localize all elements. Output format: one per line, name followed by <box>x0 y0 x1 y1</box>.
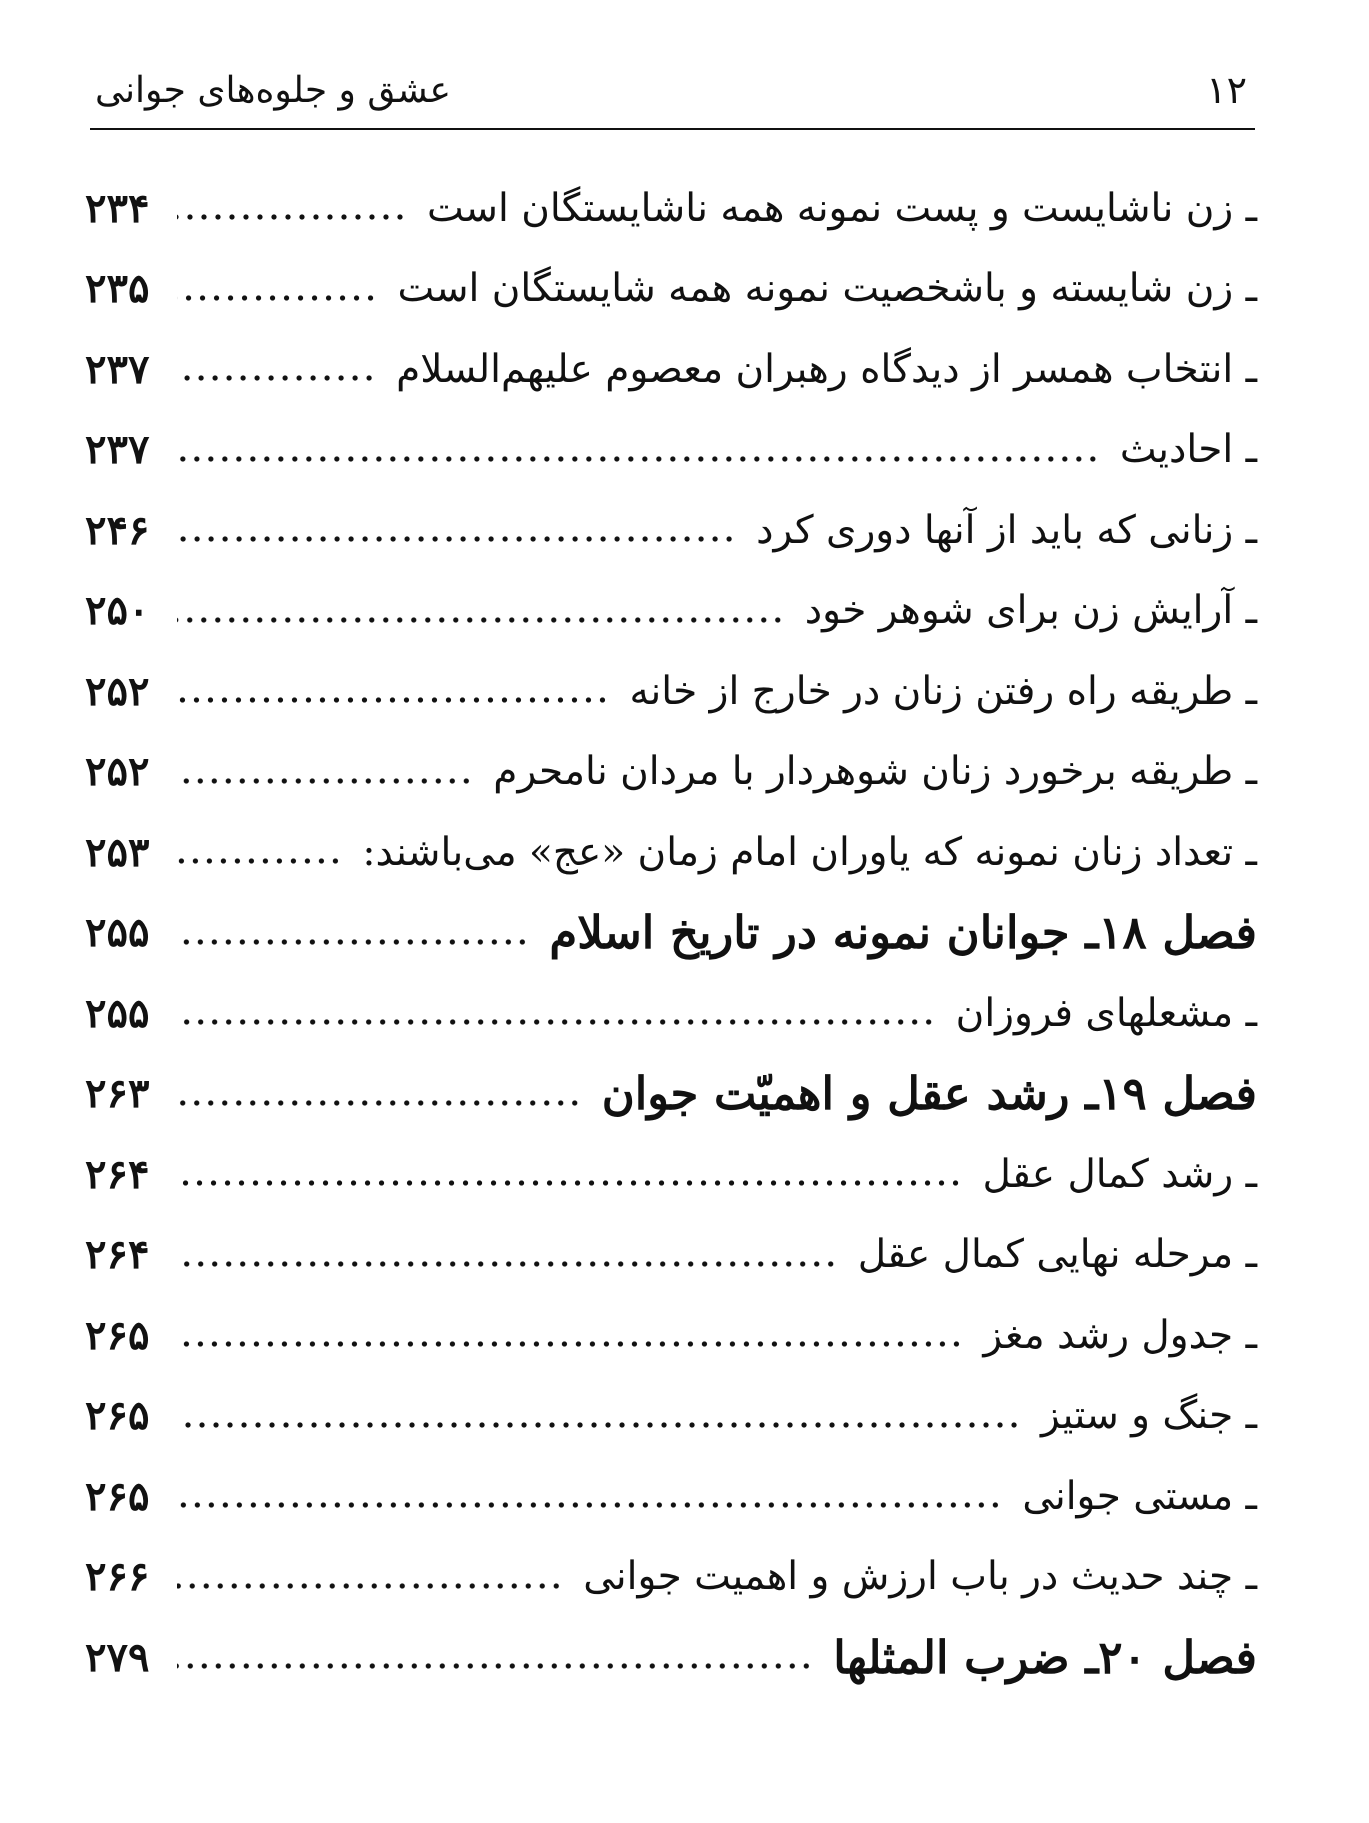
toc-entry-row <box>85 249 1257 330</box>
toc-chapter-row <box>85 893 1257 974</box>
table-of-contents <box>85 168 1257 1698</box>
dot-leader <box>177 697 609 703</box>
toc-entry-row <box>85 651 1257 732</box>
dot-leader <box>177 1261 838 1267</box>
entry-title: ـ تعداد زنان نمونه که یاوران امام زمان «عج» می‌باشند: <box>362 829 1257 875</box>
dot-leader <box>177 375 376 381</box>
dot-leader <box>177 295 378 301</box>
dot-leader <box>177 1180 963 1186</box>
entry-page-number: ۲۵۲ <box>85 748 150 796</box>
entry-page-number: ۲۶۵ <box>85 1392 150 1440</box>
entry-title: ـ آرایش زن برای شوهر خود <box>804 588 1257 634</box>
entry-title: ـ مستی جوانی <box>1022 1473 1257 1519</box>
entry-title: ـ جدول رشد مغز <box>983 1312 1257 1358</box>
toc-entry-row <box>85 329 1257 410</box>
dot-leader <box>177 939 529 945</box>
entry-page-number: ۲۳۷ <box>85 426 150 474</box>
toc-entry-row <box>85 732 1257 813</box>
entry-page-number: ۲۶۴ <box>85 1150 150 1198</box>
toc-entry-row <box>85 1134 1257 1215</box>
entry-title: ـ مشعلهای فروزان <box>955 990 1257 1036</box>
book-title: عشق و جلوه‌های جوانی <box>95 70 451 111</box>
dot-leader <box>177 1663 813 1669</box>
dot-leader <box>177 214 407 220</box>
entry-page-number: ۲۶۴ <box>85 1231 150 1279</box>
entry-title: ـ طریقه راه رفتن زنان در خارج از خانه <box>629 668 1257 714</box>
toc-entry-row <box>85 410 1257 491</box>
chapter-title: فصل ۲۰ـ ضرب المثلها <box>833 1630 1257 1684</box>
toc-entry-row <box>85 168 1257 249</box>
entry-page-number: ۲۳۴ <box>85 184 150 232</box>
toc-entry-row <box>85 1376 1257 1457</box>
entry-page-number: ۲۳۷ <box>85 345 150 393</box>
entry-page-number: ۲۵۵ <box>85 989 150 1037</box>
entry-page-number: ۲۶۶ <box>85 1553 150 1601</box>
toc-chapter-row <box>85 1617 1257 1698</box>
entry-page-number: ۲۶۵ <box>85 1472 150 1520</box>
toc-entry-row <box>85 490 1257 571</box>
chapter-title: فصل ۱۸ـ جوانان نمونه در تاریخ اسلام <box>549 906 1257 960</box>
entry-page-number: ۲۳۵ <box>85 265 150 313</box>
entry-title: ـ جنگ و ستیز <box>1041 1393 1257 1439</box>
entry-title: ـ زن شایسته و باشخصیت نمونه همه شایستگان است <box>397 266 1257 312</box>
entry-title: ـ احادیث <box>1119 427 1257 473</box>
entry-title: ـ چند حدیث در باب ارزش و اهمیت جوانی <box>583 1554 1257 1600</box>
toc-chapter-row <box>85 1054 1257 1135</box>
entry-page-number: ۲۵۳ <box>85 828 150 876</box>
dot-leader <box>177 1422 1021 1428</box>
dot-leader <box>177 536 736 542</box>
entry-page-number: ۲۵۵ <box>85 909 150 957</box>
dot-leader <box>177 1100 582 1106</box>
dot-leader <box>177 1502 1002 1508</box>
dot-leader <box>177 1583 563 1589</box>
entry-title: ـ طریقه برخورد زنان شوهردار با مردان نامحرم <box>493 749 1257 795</box>
entry-title: ـ زنانی که باید از آنها دوری کرد <box>756 507 1257 553</box>
dot-leader <box>177 1341 963 1347</box>
dot-leader <box>177 617 785 623</box>
entry-title: ـ مرحله نهایی کمال عقل <box>857 1232 1257 1278</box>
entry-page-number: ۲۶۵ <box>85 1311 150 1359</box>
dot-leader <box>177 858 342 864</box>
chapter-title: فصل ۱۹ـ رشد عقل و اهمیّت جوان <box>601 1067 1257 1121</box>
entry-page-number: ۲۶۳ <box>85 1070 150 1118</box>
dot-leader <box>177 456 1100 462</box>
entry-title: ـ انتخاب همسر از دیدگاه رهبران معصوم علیهم‌السلام <box>396 346 1257 392</box>
toc-entry-row <box>85 973 1257 1054</box>
toc-entry-row <box>85 1537 1257 1618</box>
toc-entry-row <box>85 571 1257 652</box>
dot-leader <box>177 778 473 784</box>
entry-page-number: ۲۴۶ <box>85 506 150 554</box>
toc-entry-row <box>85 1295 1257 1376</box>
entry-title: ـ رشد کمال عقل <box>982 1151 1257 1197</box>
entry-page-number: ۲۵۲ <box>85 667 150 715</box>
page-number: ۱۲ <box>1206 68 1247 112</box>
running-header <box>90 58 1255 130</box>
entry-page-number: ۲۷۹ <box>85 1633 150 1681</box>
entry-title: ـ زن ناشایست و پست نمونه همه ناشایستگان است <box>426 185 1257 231</box>
dot-leader <box>177 1019 936 1025</box>
toc-entry-row <box>85 812 1257 893</box>
entry-page-number: ۲۵۰ <box>85 587 150 635</box>
toc-entry-row <box>85 1215 1257 1296</box>
toc-entry-row <box>85 1456 1257 1537</box>
